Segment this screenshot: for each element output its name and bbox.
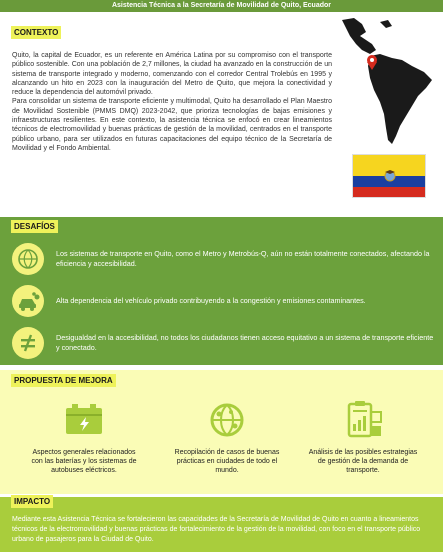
contexto-paragraph-1: Quito, la capital de Ecuador, es un referente en América Latina por su compromiso con el transporte público sostenible. Con una población de 2,7 millones, la ciudad ha avanzado en la construcción de un sistema de transporte integrado y moderno, comenzando con el corredor Central Trolebús en 1995 y alcanzando un hito en 2023 con la inauguración del Metro de Quito, que mejora la conectividad y reduce la dependencia del automóvil privado.	[12, 52, 332, 97]
latin-america-map-icon	[340, 14, 440, 149]
globe-map-icon	[12, 243, 44, 275]
ecuador-flag-icon	[352, 154, 426, 198]
header-title: Asistencia Técnica a la Secretaría de Movilidad de Quito, Ecuador	[0, 0, 443, 12]
not-equal-icon	[12, 327, 44, 359]
propuesta-text: Recopilación de casos de buenas prácticas en ciudades de todo el mundo.	[174, 449, 280, 474]
desafio-text: Alta dependencia del vehículo privado contribuyendo a la congestión y emisiones contaminantes.	[56, 296, 366, 305]
propuesta-text: Aspectos generales relacionados con las baterías y los sistemas de autobuses eléctricos.	[31, 449, 137, 474]
desafio-text: Desigualdad en la accesibilidad, no todos los ciudadanos tienen acceso equitativo a un sistema de transporte eficiente y conectado.	[56, 333, 434, 352]
contexto-text	[12, 51, 332, 153]
propuesta-item	[29, 398, 139, 475]
impacto-label: IMPACTO	[11, 495, 53, 508]
desafio-text: Los sistemas de transporte en Quito, como el Metro y Metrobús-Q, aún no están totalmente conectados, afectando la eficiencia y accesibilidad.	[56, 249, 430, 268]
propuesta-item	[308, 398, 418, 475]
clipboard-chart-icon	[341, 398, 385, 442]
battery-icon	[62, 398, 106, 442]
desafio-item	[12, 285, 442, 319]
impacto-text: Mediante esta Asistencia Técnica se fortalecieron las capacidades de la Secretaría de Movilidad de Quito en cuanto a lineamientos técnicos de la electromovilidad y buenas prácticas de fortalecimiento de la gestión de la movilidad, con foco en el transporte público urbano de pasajeros para la Ciudad de Quito.	[12, 516, 421, 543]
car-emissions-icon	[12, 285, 44, 317]
desafio-item	[12, 243, 442, 277]
propuesta-label: PROPUESTA DE MEJORA	[11, 374, 116, 387]
desafio-item	[12, 327, 442, 361]
propuesta-text: Análisis de las posibles estrategias de gestión de la demanda de transporte.	[308, 449, 418, 474]
desafios-label: DESAFÍOS	[11, 220, 58, 233]
contexto-paragraph-2: Para consolidar un sistema de transporte eficiente y multimodal, Quito ha desarrollado el Plan Maestro de Movilidad Sostenible (PMMS DMQ) 2023-2042, que prioriza tecnologías de bajas emisiones y infraestructuras resilientes. En este contexto, la asistencia técnica se enfocó en crear lineamientos técnicos de electromovilidad y buenas prácticas de gestión de la movilidad, centrados en el transporte público urbano, para ser utilizados en futuras capacitaciones del equipo técnico de la Secretaría de Movilidad y el Fondo Ambiental.	[12, 98, 332, 152]
contexto-label: CONTEXTO	[11, 26, 61, 39]
globe-network-icon	[205, 398, 249, 442]
propuesta-item	[172, 398, 282, 475]
